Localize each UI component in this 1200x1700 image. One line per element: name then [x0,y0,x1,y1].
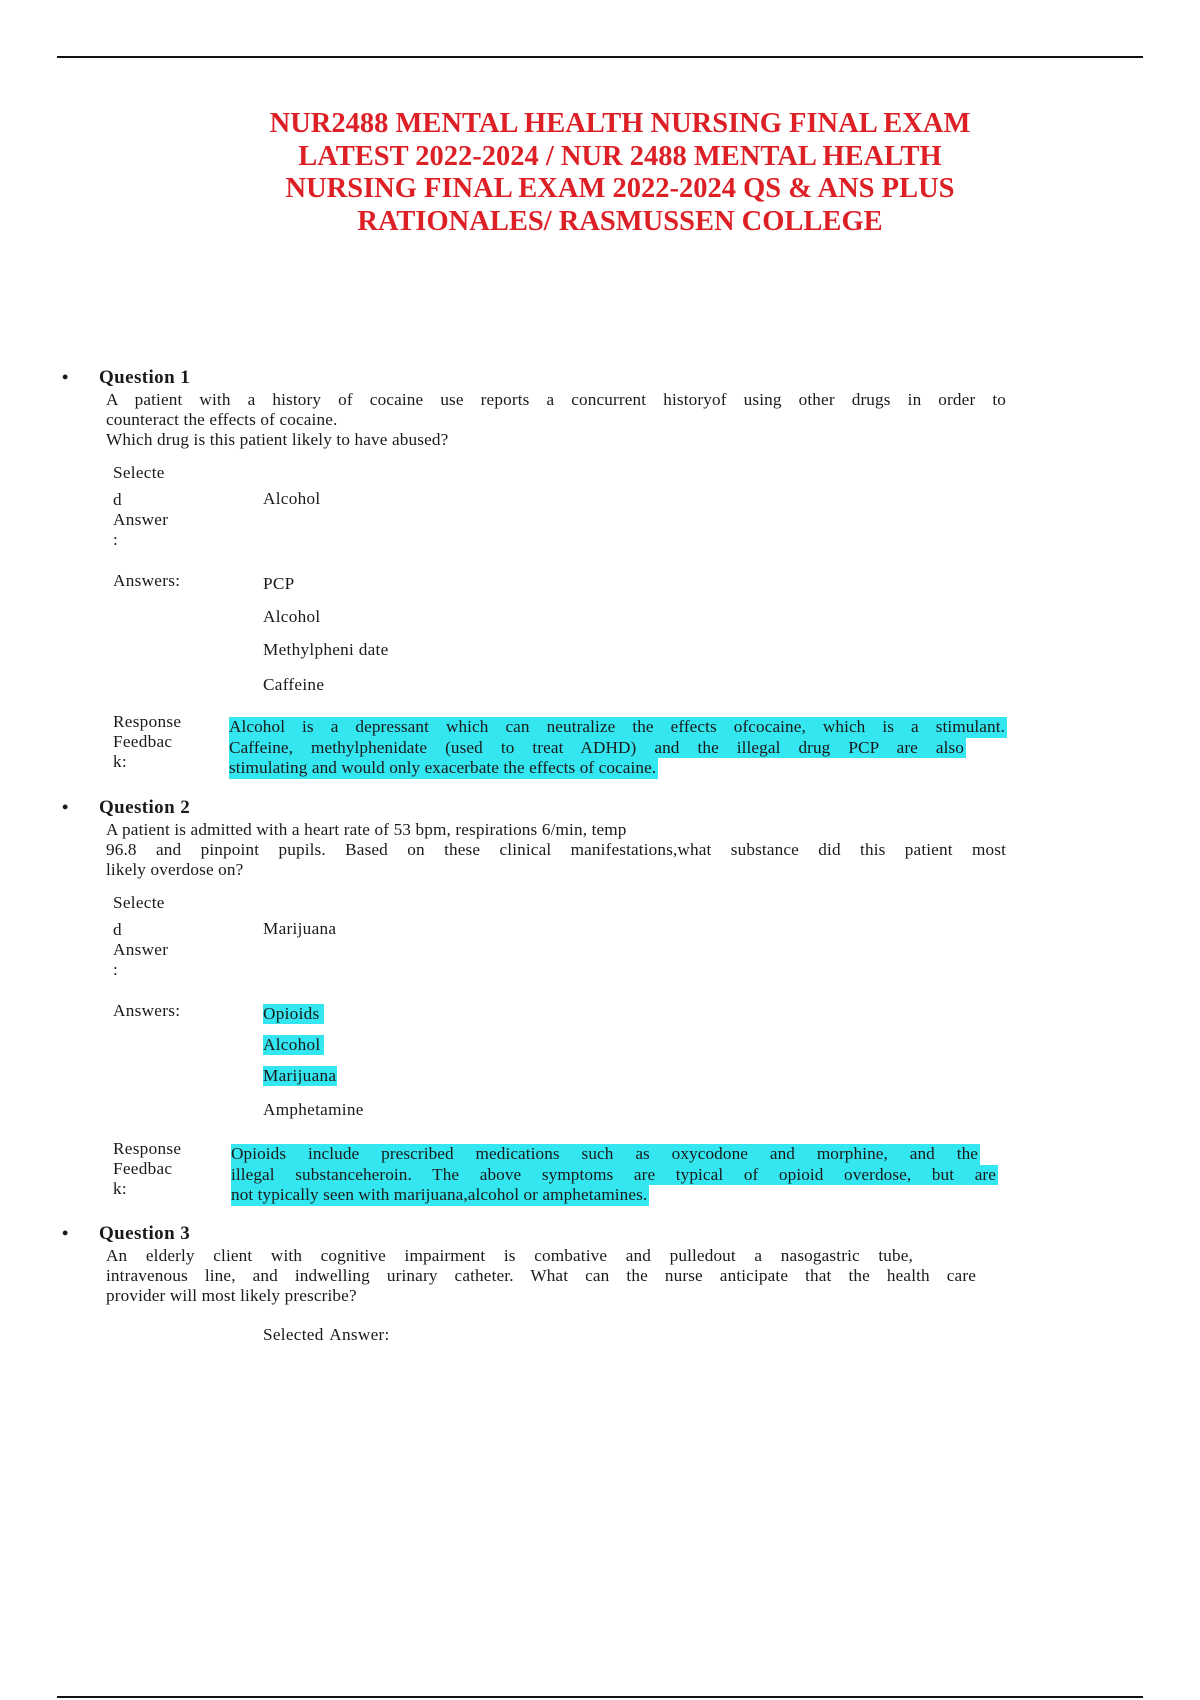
feedback-line: Alcohol is a depressant which can neutralize the effects ofcocaine, which is a stimulant. [229,717,1005,736]
answer-option [263,1035,324,1055]
title-line: LATEST 2022-2024 / NUR 2488 MENTAL HEALTH [298,140,942,172]
question-text-line: counteract the effects of cocaine. [106,410,338,429]
title-line: NUR2488 MENTAL HEALTH NURSING FINAL EXAM [269,108,971,139]
question-text [106,390,1006,450]
label-line: Feedbac [113,1159,173,1178]
answer-option [263,607,320,627]
question-text-line: intravenous line, and indwelling urinary catheter. What can the nurse anticipate that the health care [106,1266,976,1285]
feedback-line: illegal substanceheroin. The above symptoms are typical of opioid overdose, but are [231,1164,996,1184]
response-feedback-label [113,1139,181,1199]
question-text [106,1246,976,1306]
selected-answer-label [113,463,168,550]
feedback-line: Caffeine, methylphenidate (used to treat ADHD) and the illegal drug PCP are also [229,737,964,757]
title-line: NURSING FINAL EXAM 2022-2024 QS & ANS PLUS [285,173,955,204]
label-line: k: [113,1179,127,1198]
title-line: RATIONALES/ RASMUSSEN COLLEGE [357,205,883,237]
question-text-line: 96.8 and pinpoint pupils. Based on these clinical manifestations,what substance did this patient most [106,840,1006,859]
selected-answer-label [113,893,168,980]
selected-answer-label: Selected Answer: [263,1325,390,1344]
answer-text: Amphetamine [263,1100,364,1119]
answer-option [263,574,294,594]
response-feedback-label [113,712,181,772]
answer-text: Caffeine [263,675,325,694]
question-text-line: likely overdose on? [106,860,244,879]
answers-label: Answers: [113,571,181,590]
bullet-icon: • [62,1223,69,1243]
label-line: : [113,530,119,549]
top-rule [57,56,1143,58]
bullet-icon: • [62,367,69,387]
response-feedback [231,1144,999,1206]
answer-text: Opioids [263,1004,324,1024]
answer-option [263,675,324,695]
answer-option [263,1066,337,1086]
answers-label: Answers: [113,1001,181,1020]
selected-answer-value: Alcohol [263,489,321,508]
label-line: Response [113,1139,182,1158]
bottom-rule [57,1696,1143,1698]
answer-text: Methylpheni date [263,640,389,659]
question-text-line: An elderly client with cognitive impairment is combative and pulledout a nasogastric tube, [106,1246,913,1265]
question-title: Question 1 [99,367,191,388]
label-line: Selecte [113,893,165,912]
answer-option [263,1100,364,1120]
answer-text: PCP [263,574,295,593]
question-text-line: Which drug is this patient likely to have abused? [106,430,449,449]
label-line: Response [113,712,182,731]
question-text-line: A patient with a history of cocaine use reports a concurrent historyof using other drugs in order to [106,390,1006,409]
answer-option [263,1004,324,1024]
label-line: Selecte [113,463,165,482]
label-line: : [113,960,119,979]
question-title: Question 2 [99,797,191,818]
selected-answer-value: Marijuana [263,919,337,938]
feedback-line: not typically seen with marijuana,alcohol or amphetamines. [231,1185,648,1204]
question-text-line: A patient is admitted with a heart rate of 53 bpm, respirations 6/min, temp [106,820,627,839]
question-text [106,820,1006,880]
label-line: Feedbac [113,732,173,751]
bullet-icon: • [62,797,69,817]
response-feedback [229,717,1007,779]
answer-option [263,640,389,660]
label-line: d [113,920,122,939]
question-title: Question 3 [99,1223,191,1244]
answer-text: Alcohol [263,1035,324,1055]
feedback-line: Opioids include prescribed medications such as oxycodone and morphine, and the [231,1144,978,1163]
label-line: d [113,490,122,509]
label-line: Answer [113,510,169,529]
answer-text: Marijuana [263,1066,337,1085]
label-line: k: [113,752,127,771]
label-line: Answer [113,940,169,959]
document-title [240,108,1000,238]
feedback-line: stimulating and would only exacerbate the effects of cocaine. [229,758,657,777]
question-text-line: provider will most likely prescribe? [106,1286,357,1305]
answer-text: Alcohol [263,607,321,626]
